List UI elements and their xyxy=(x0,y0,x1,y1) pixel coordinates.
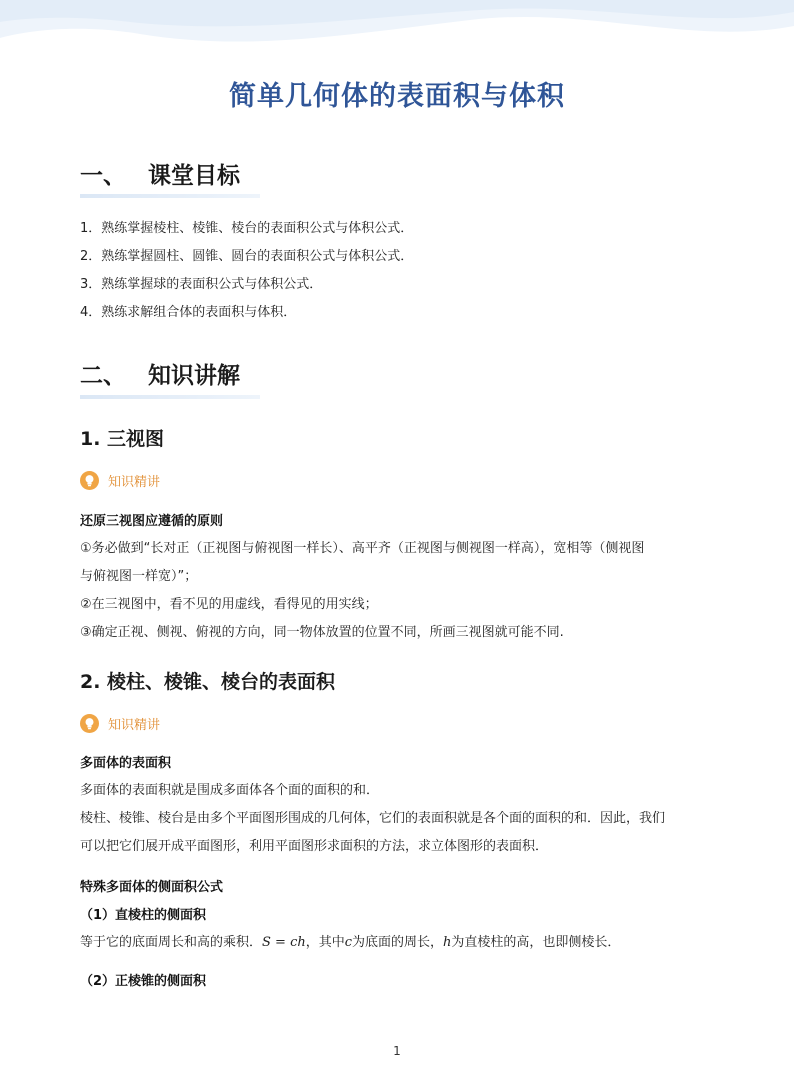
paragraph-line: ③确定正视、侧视、俯视的方向，同一物体放置的位置不同，所画三视图就可能不同. xyxy=(80,625,564,640)
text-segment: ，其中 xyxy=(305,935,345,950)
lightbulb-icon xyxy=(80,471,99,490)
section-heading-goals xyxy=(80,157,240,190)
topic-heading-surface-area: 2. 棱柱、棱锥、棱台的表面积 xyxy=(80,671,336,693)
tip-label: 知识精讲 xyxy=(108,717,161,733)
section-title: 课堂目标 xyxy=(148,163,240,189)
page-number: 1 xyxy=(393,1044,401,1058)
knowledge-tip xyxy=(80,713,160,733)
topic-heading-three-views: 1. 三视图 xyxy=(80,428,165,450)
knowledge-tip xyxy=(80,470,160,490)
header-wave-decoration xyxy=(0,0,794,70)
subheading: 还原三视图应遵循的原则 xyxy=(80,514,224,529)
variable: h xyxy=(443,935,452,950)
list-item: 4．熟练求解组合体的表面积与体积． xyxy=(80,305,297,320)
document-title: 简单几何体的表面积与体积 xyxy=(229,81,565,112)
paragraph-line: 与俯视图一样宽）”； xyxy=(80,569,198,584)
text-segment: 为底面的周长， xyxy=(352,935,444,950)
section-underline xyxy=(80,194,260,198)
text-segment: 为直棱柱的高，也即侧棱长． xyxy=(451,935,621,950)
formula-line xyxy=(80,931,620,950)
paragraph-line: 可以把它们展开成平面图形，利用平面图形求面积的方法，求立体图形的表面积． xyxy=(80,839,549,854)
paragraph-line: ②在三视图中，看不见的用虚线，看得见的用实线； xyxy=(80,597,378,612)
subheading: 特殊多面体的侧面积公式 xyxy=(80,880,224,895)
lightbulb-icon xyxy=(80,714,99,733)
section-underline xyxy=(80,395,260,399)
list-item: 1．熟练掌握棱柱、棱锥、棱台的表面积公式与体积公式． xyxy=(80,221,414,236)
list-item: 3．熟练掌握球的表面积公式与体积公式． xyxy=(80,277,323,292)
variable: c xyxy=(344,935,353,950)
paragraph-line: 棱柱、棱锥、棱台是由多个平面图形围成的几何体，它们的表面积就是各个面的面积的和．因此，我们 xyxy=(80,811,666,826)
paragraph-line: 多面体的表面积就是围成多面体各个面的面积的和． xyxy=(80,783,380,798)
text-segment: 等于它的底面周长和高的乘积． xyxy=(80,935,263,950)
section-number: 一、 xyxy=(80,163,126,189)
subheading: （2）正棱锥的侧面积 xyxy=(80,974,207,989)
subheading: （1）直棱柱的侧面积 xyxy=(80,908,207,923)
section-number: 二、 xyxy=(80,363,126,389)
tip-label: 知识精讲 xyxy=(108,474,161,490)
section-heading-knowledge xyxy=(80,357,240,390)
paragraph-line: ①务必做到“长对正（正视图与俯视图一样长）、高平齐（正视图与侧视图一样高），宽相等（侧视图 xyxy=(80,541,645,556)
list-item: 2．熟练掌握圆柱、圆锥、圆台的表面积公式与体积公式． xyxy=(80,249,414,264)
formula: S = ch xyxy=(262,935,306,950)
subheading: 多面体的表面积 xyxy=(80,756,172,771)
section-title: 知识讲解 xyxy=(148,363,240,389)
